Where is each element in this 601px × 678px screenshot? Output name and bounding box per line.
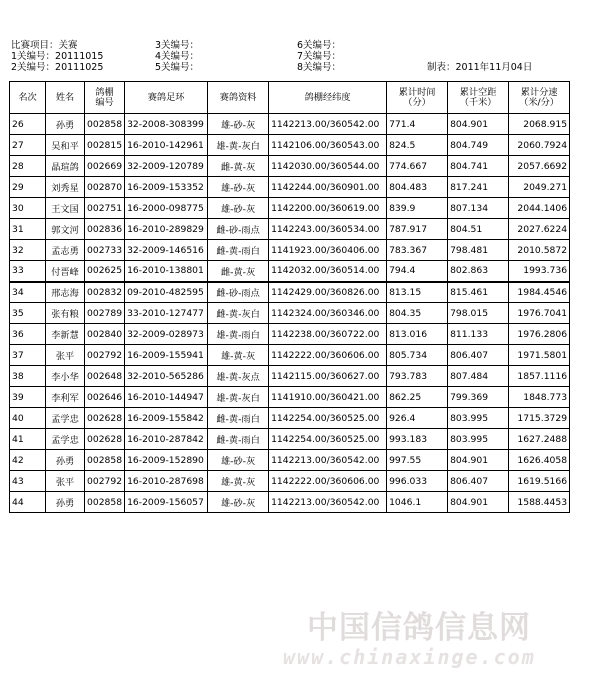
cell-total-speed: 1971.5801 [509,345,570,366]
cell-total-distance: 804.901 [448,492,509,513]
table-row [10,135,570,156]
table-row [10,219,570,240]
cell-name: 张有粮 [46,303,85,324]
cell-name: 付晋峰 [46,261,85,282]
cell-rank: 35 [10,303,46,324]
cell-total-speed: 1715.3729 [509,408,570,429]
cell-ring-number: 32-2009-146516 [125,240,208,261]
cell-ring-number: 33-2010-127477 [125,303,208,324]
cell-name: 李利军 [46,387,85,408]
cell-ring-number: 16-2000-098775 [125,198,208,219]
cell-loft-number: 002858 [85,492,125,513]
cell-total-speed: 2060.7924 [509,135,570,156]
cell-total-speed: 2010.5872 [509,240,570,261]
cell-ring-number: 16-2010-289829 [125,219,208,240]
cell-total-time: 771.4 [387,114,448,135]
cell-ring-number: 09-2010-482595 [125,282,208,303]
cell-loft-coordinates: 1142222.00/360606.00 [269,471,387,492]
cell-loft-number: 002815 [85,135,125,156]
cell-ring-number: 16-2010-144947 [125,387,208,408]
cell-total-time: 783.367 [387,240,448,261]
cell-name: 孙勇 [46,450,85,471]
cell-total-time: 805.734 [387,345,448,366]
table-row [10,282,570,303]
cell-loft-coordinates: 1142222.00/360606.00 [269,345,387,366]
cell-name: 孙勇 [46,492,85,513]
cell-total-speed: 1976.2806 [509,324,570,345]
cell-total-speed: 1588.4453 [509,492,570,513]
cell-loft-coordinates: 1142200.00/360619.00 [269,198,387,219]
cell-pigeon-info: 雌-黄-雨白 [208,408,269,429]
cell-pigeon-info: 雄-砂-灰 [208,177,269,198]
cell-total-speed: 1976.7041 [509,303,570,324]
cell-loft-coordinates: 1142213.00/360542.00 [269,114,387,135]
cell-loft-number: 002858 [85,450,125,471]
cell-total-distance: 817.241 [448,177,509,198]
table-row [10,198,570,219]
cell-total-speed: 2044.1406 [509,198,570,219]
cell-total-time: 862.25 [387,387,448,408]
cell-rank: 36 [10,324,46,345]
cell-ring-number: 16-2010-142961 [125,135,208,156]
table-row [10,345,570,366]
cell-total-distance: 806.407 [448,345,509,366]
cell-loft-coordinates: 1142238.00/360722.00 [269,324,387,345]
cell-total-speed: 1984.4546 [509,282,570,303]
table-row [10,450,570,471]
cell-pigeon-info: 雌-黄-雨白 [208,429,269,450]
cell-loft-number: 002646 [85,387,125,408]
cell-rank: 28 [10,156,46,177]
cell-loft-number: 002858 [85,114,125,135]
cell-pigeon-info: 雄-黄-灰白 [208,135,269,156]
cell-total-distance: 802.863 [448,261,509,282]
cell-total-time: 787.917 [387,219,448,240]
cell-name: 李小华 [46,366,85,387]
cell-total-distance: 803.995 [448,429,509,450]
cell-ring-number: 32-2008-308399 [125,114,208,135]
cell-pigeon-info: 雄-黄-雨白 [208,324,269,345]
cell-rank: 44 [10,492,46,513]
cell-ring-number: 32-2010-565286 [125,366,208,387]
stage-6-number: 6关编号： [297,40,342,51]
stage-1-number: 1关编号：20111015 [11,51,104,62]
cell-loft-number: 002870 [85,177,125,198]
cell-pigeon-info: 雄-砂-灰 [208,450,269,471]
table-made-date: 制表：2011年11月04日 [427,62,533,73]
cell-loft-coordinates: 1142030.00/360544.00 [269,156,387,177]
cell-loft-coordinates: 1141923.00/360406.00 [269,240,387,261]
cell-loft-number: 002840 [85,324,125,345]
cell-total-distance: 803.995 [448,408,509,429]
cell-total-time: 813.016 [387,324,448,345]
cell-pigeon-info: 雄-砂-灰 [208,198,269,219]
cell-loft-number: 002792 [85,471,125,492]
cell-total-distance: 804.749 [448,135,509,156]
cell-total-speed: 1848.773 [509,387,570,408]
cell-total-distance: 807.484 [448,366,509,387]
cell-ring-number: 16-2010-138801 [125,261,208,282]
cell-rank: 26 [10,114,46,135]
cell-total-distance: 798.481 [448,240,509,261]
cell-total-time: 993.183 [387,429,448,450]
cell-rank: 32 [10,240,46,261]
cell-total-distance: 804.901 [448,114,509,135]
cell-name: 李新慧 [46,324,85,345]
stage-7-number: 7关编号： [297,51,342,62]
cell-rank: 43 [10,471,46,492]
results-table [9,81,570,513]
cell-rank: 42 [10,450,46,471]
cell-total-time: 996.033 [387,471,448,492]
table-row [10,492,570,513]
cell-name: 孟学忠 [46,408,85,429]
cell-ring-number: 16-2009-152890 [125,450,208,471]
race-item: 比赛项目：关赛 [11,40,78,51]
cell-rank: 37 [10,345,46,366]
table-row [10,429,570,450]
cell-loft-coordinates: 1142254.00/360525.00 [269,429,387,450]
cell-name: 王文国 [46,198,85,219]
cell-name: 张平 [46,345,85,366]
cell-loft-coordinates: 1142115.00/360627.00 [269,366,387,387]
cell-loft-number: 002628 [85,429,125,450]
table-row [10,156,570,177]
cell-loft-coordinates: 1142213.00/360542.00 [269,450,387,471]
cell-ring-number: 16-2009-155842 [125,408,208,429]
table-row [10,387,570,408]
cell-name: 刘秀星 [46,177,85,198]
cell-total-speed: 2049.271 [509,177,570,198]
watermark-site-name: 中国信鸽信息网 [307,610,531,646]
cell-total-speed: 1993.736 [509,261,570,282]
table-row [10,366,570,387]
cell-pigeon-info: 雌-黄-灰 [208,261,269,282]
cell-loft-number: 002733 [85,240,125,261]
cell-rank: 30 [10,198,46,219]
cell-total-speed: 2057.6692 [509,156,570,177]
cell-total-time: 804.483 [387,177,448,198]
watermark-url: www.chinaxinge.com [283,645,536,669]
stage-4-number: 4关编号： [155,51,200,62]
stage-5-number: 5关编号： [155,62,200,73]
stage-2-number: 2关编号：20111025 [11,62,104,73]
table-row [10,114,570,135]
cell-rank: 39 [10,387,46,408]
cell-total-distance: 807.134 [448,198,509,219]
col-header-ring-number: 赛鸽足环 [125,82,208,114]
cell-rank: 33 [10,261,46,282]
cell-ring-number: 32-2009-028973 [125,324,208,345]
cell-total-distance: 811.133 [448,324,509,345]
table-row [10,324,570,345]
col-header-loft-coordinates: 鸽棚经纬度 [269,82,387,114]
cell-loft-number: 002789 [85,303,125,324]
cell-total-time: 926.4 [387,408,448,429]
cell-total-time: 774.667 [387,156,448,177]
cell-pigeon-info: 雄-黄-灰点 [208,366,269,387]
table-row [10,240,570,261]
cell-loft-number: 002625 [85,261,125,282]
cell-total-time: 794.4 [387,261,448,282]
table-row [10,471,570,492]
cell-total-distance: 804.741 [448,156,509,177]
cell-name: 张平 [46,471,85,492]
cell-rank: 31 [10,219,46,240]
cell-ring-number: 16-2010-287842 [125,429,208,450]
cell-loft-coordinates: 1142254.00/360525.00 [269,408,387,429]
cell-rank: 27 [10,135,46,156]
col-header-name: 姓名 [46,82,85,114]
cell-rank: 34 [10,282,46,303]
cell-loft-coordinates: 1141910.00/360421.00 [269,387,387,408]
cell-loft-number: 002669 [85,156,125,177]
cell-loft-number: 002792 [85,345,125,366]
table-row [10,303,570,324]
cell-ring-number: 16-2009-153352 [125,177,208,198]
cell-rank: 40 [10,408,46,429]
cell-pigeon-info: 雌-黄-灰白 [208,303,269,324]
cell-pigeon-info: 雌-砂-雨点 [208,219,269,240]
cell-total-time: 1046.1 [387,492,448,513]
cell-name: 孟学忠 [46,429,85,450]
cell-loft-coordinates: 1142243.00/360534.00 [269,219,387,240]
col-header-total-time: 累计时间 （分） [387,82,448,114]
table-row [10,408,570,429]
cell-total-speed: 1857.1116 [509,366,570,387]
cell-name: 邢志海 [46,282,85,303]
cell-total-distance: 815.461 [448,282,509,303]
cell-total-speed: 2027.6224 [509,219,570,240]
cell-loft-coordinates: 1142429.00/360826.00 [269,282,387,303]
cell-total-speed: 1626.4058 [509,450,570,471]
cell-loft-coordinates: 1142106.00/360543.00 [269,135,387,156]
cell-ring-number: 16-2009-155941 [125,345,208,366]
cell-pigeon-info: 雌-砂-雨点 [208,282,269,303]
cell-pigeon-info: 雄-砂-灰 [208,492,269,513]
cell-rank: 29 [10,177,46,198]
cell-total-time: 824.5 [387,135,448,156]
cell-name: 郭文河 [46,219,85,240]
cell-ring-number: 32-2009-120789 [125,156,208,177]
table-row [10,177,570,198]
cell-loft-number: 002836 [85,219,125,240]
cell-loft-coordinates: 1142324.00/360346.00 [269,303,387,324]
cell-rank: 41 [10,429,46,450]
cell-total-distance: 806.407 [448,471,509,492]
cell-total-time: 839.9 [387,198,448,219]
col-header-loft-number: 鸽棚 编号 [85,82,125,114]
cell-pigeon-info: 雄-黄-灰 [208,345,269,366]
cell-loft-number: 002751 [85,198,125,219]
cell-total-speed: 2068.915 [509,114,570,135]
header-row [10,82,570,114]
cell-total-distance: 804.901 [448,450,509,471]
cell-total-distance: 798.015 [448,303,509,324]
cell-rank: 38 [10,366,46,387]
cell-pigeon-info: 雄-黄-灰 [208,471,269,492]
col-header-total-distance: 累计空距 （千米） [448,82,509,114]
table-row [10,261,570,282]
cell-loft-coordinates: 1142244.00/360901.00 [269,177,387,198]
cell-name: 晶瑄鸽 [46,156,85,177]
cell-total-time: 997.55 [387,450,448,471]
cell-pigeon-info: 雌-黄-雨白 [208,240,269,261]
cell-total-time: 793.783 [387,366,448,387]
stage-8-number: 8关编号： [297,62,342,73]
cell-pigeon-info: 雌-黄-灰 [208,156,269,177]
cell-name: 吴和平 [46,135,85,156]
stage-3-number: 3关编号： [155,40,200,51]
cell-loft-number: 002648 [85,366,125,387]
cell-total-distance: 799.369 [448,387,509,408]
cell-name: 孙勇 [46,114,85,135]
col-header-pigeon-info: 赛鸽资料 [208,82,269,114]
cell-loft-number: 002628 [85,408,125,429]
cell-total-distance: 804.51 [448,219,509,240]
cell-pigeon-info: 雄-黄-灰白 [208,387,269,408]
col-header-rank: 名次 [10,82,46,114]
col-header-total-speed: 累计分速 （米/分） [509,82,570,114]
cell-total-time: 813.15 [387,282,448,303]
cell-name: 孟志勇 [46,240,85,261]
cell-loft-coordinates: 1142213.00/360542.00 [269,492,387,513]
cell-ring-number: 16-2009-156057 [125,492,208,513]
cell-loft-coordinates: 1142032.00/360514.00 [269,261,387,282]
cell-ring-number: 16-2010-287698 [125,471,208,492]
cell-total-time: 804.35 [387,303,448,324]
cell-pigeon-info: 雄-砂-灰 [208,114,269,135]
cell-loft-number: 002832 [85,282,125,303]
cell-total-speed: 1619.5166 [509,471,570,492]
cell-total-speed: 1627.2488 [509,429,570,450]
